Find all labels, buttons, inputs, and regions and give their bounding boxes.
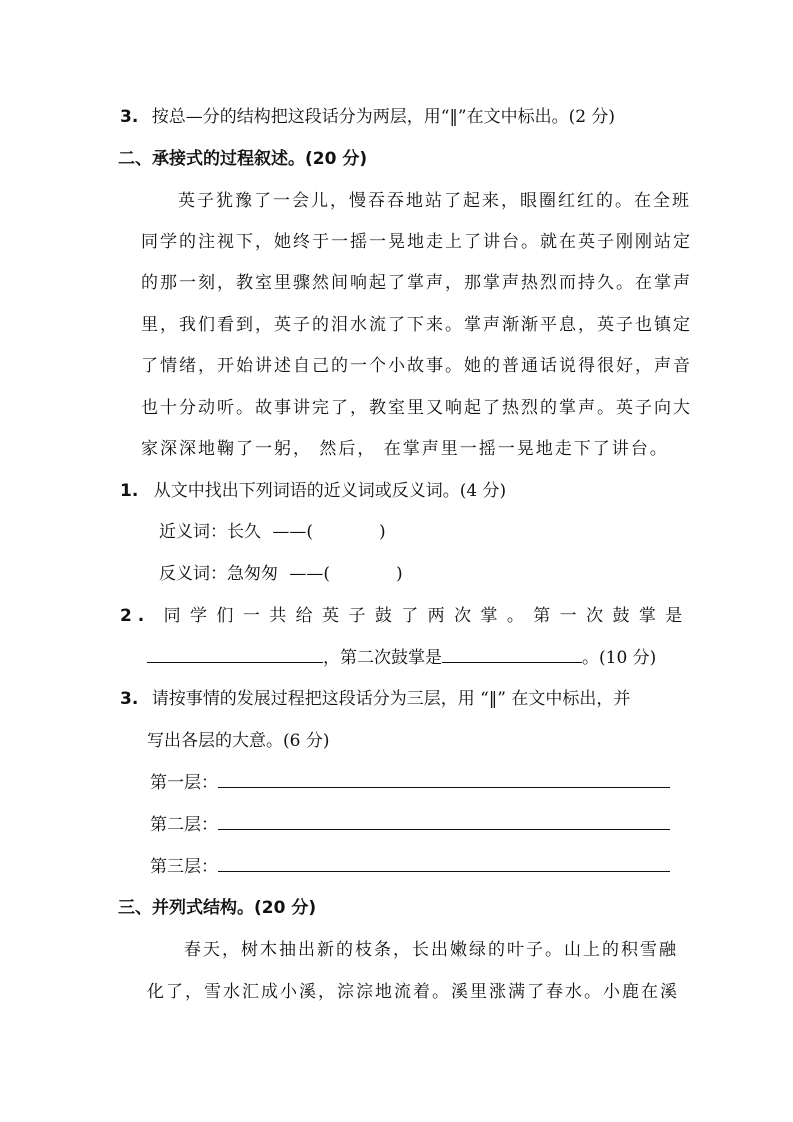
passage-line: 里，我们看到，英子的泪水流了下来。掌声渐渐平息，英子也镇定 (141, 315, 692, 335)
antonym-label: 反义词：急匆匆 (159, 564, 278, 584)
layer-1-row (150, 771, 670, 794)
question-number: 3. (120, 689, 139, 709)
passage-line: 也十分动听。故事讲完了，教室里又响起了热烈的掌声。英子向大 (141, 398, 692, 418)
layer-2-blank[interactable] (218, 813, 670, 830)
section-2-heading: 二、承接式的过程叙述。(20 分) (118, 149, 368, 169)
question-number: 1. (120, 481, 139, 501)
layer-2-row (150, 813, 670, 836)
layer-label: 第三层： (150, 857, 218, 877)
question-3 (120, 688, 630, 710)
close-paren: ) (396, 564, 403, 584)
question-2-mid: ，第二次鼓掌是 (323, 648, 442, 668)
close-paren: ) (379, 522, 386, 542)
layer-label: 第二层： (150, 815, 218, 835)
first-clap-blank[interactable] (147, 646, 323, 663)
passage-line: 的那一刻，教室里骤然间响起了掌声，那掌声热烈而持久。在掌声 (141, 273, 692, 293)
second-clap-blank[interactable] (442, 646, 582, 663)
dash-paren: ——( (289, 564, 331, 584)
passage-line: 化了，雪水汇成小溪，淙淙地流着。溪里涨满了春水。小鹿在溪 (147, 982, 679, 1002)
passage-line: 同学的注视下，她终于一摇一晃地走上了讲台。就在英子刚刚站定 (141, 232, 692, 252)
question-3-top (120, 106, 615, 128)
layer-3-blank[interactable] (218, 855, 670, 872)
question-3-text2: 写出各层的大意。(6 分) (147, 731, 330, 751)
passage-line: 春天，树木抽出新的枝条，长出嫩绿的叶子。山上的积雪融 (184, 940, 678, 960)
passage-line: 英子犹豫了一会儿，慢吞吞地站了起来，眼圈红红的。在全班 (178, 191, 691, 211)
question-2 (120, 605, 684, 627)
passage-line: 了情绪，开始讲述自己的一个小故事。她的普通话说得很好，声音 (141, 356, 692, 376)
question-1 (120, 480, 506, 502)
question-number: 2 . (120, 606, 145, 626)
question-text: 从文中找出下列词语的近义词或反义词。(4 分) (153, 481, 507, 501)
layer-3-row (150, 855, 670, 878)
question-2-blanks (147, 646, 656, 669)
dash-paren: ——( (272, 522, 314, 542)
passage-line: 家深深地鞠了一躬， 然后， 在掌声里一摇一晃地走下了讲台。 (141, 439, 669, 459)
question-text: 请按事情的发展过程把这段话分为三层，用 “‖” 在文中标出，并 (151, 689, 631, 709)
question-text: 按总—分的结构把这段话分为两层，用“‖”在文中标出。(2 分) (151, 107, 616, 127)
question-2-end: 。(10 分) (582, 648, 657, 668)
question-number: 3. (120, 107, 139, 127)
antonym-row (159, 563, 403, 585)
synonym-label: 近义词：长久 (159, 522, 261, 542)
synonym-row (159, 521, 386, 543)
layer-1-blank[interactable] (218, 771, 670, 788)
section-3-heading: 三、并列式结构。(20 分) (118, 898, 317, 918)
question-text: 同 学 们 一 共 给 英 子 鼓 了 两 次 掌 。 第 一 次 鼓 掌 是 (163, 606, 685, 626)
layer-label: 第一层： (150, 773, 218, 793)
